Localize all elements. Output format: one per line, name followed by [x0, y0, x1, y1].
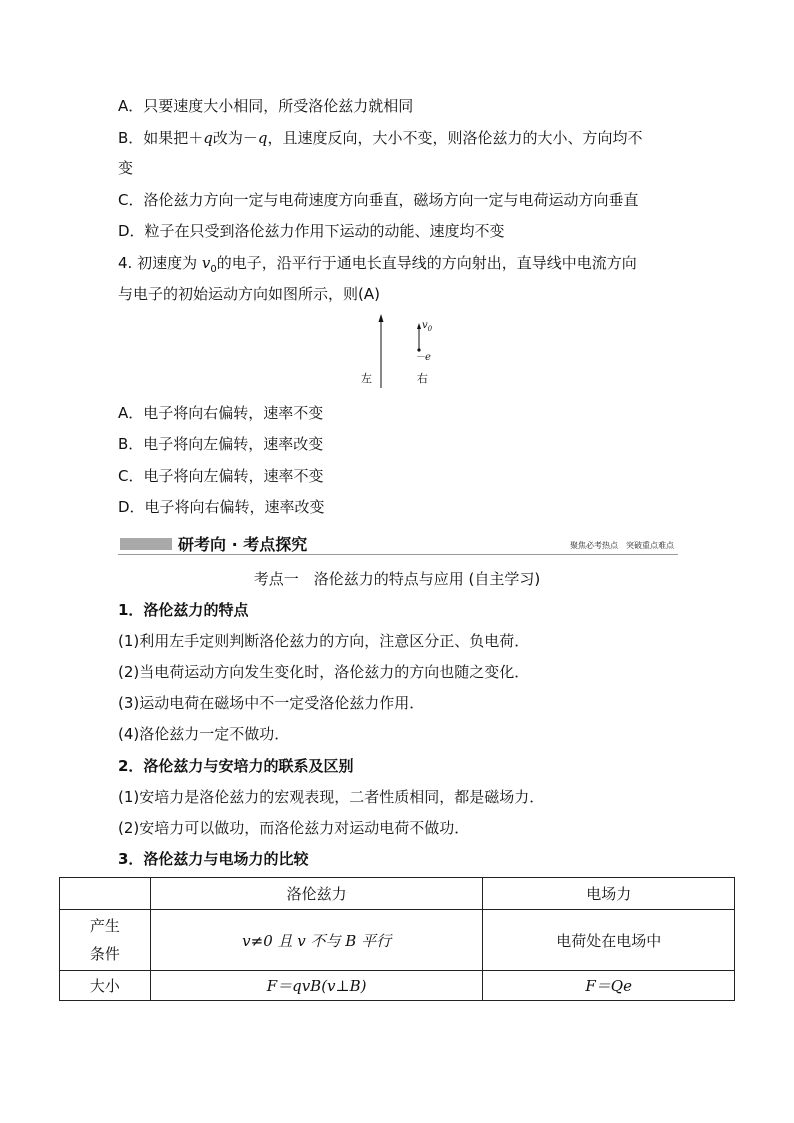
table-row-label — [60, 910, 151, 971]
q3-option-a: A．只要速度大小相同，所受洛伦兹力就相同 — [118, 97, 414, 115]
comparison-table — [59, 877, 735, 1001]
q3-option-b-q1: q — [203, 129, 213, 147]
banner-bar — [120, 538, 172, 550]
q4-v0-subscript: 0 — [210, 264, 217, 275]
section-side-note: 聚焦必考热点 突破重点难点 — [570, 541, 674, 550]
table-row — [60, 971, 735, 1001]
q3-option-b-text-2: 改为－ — [212, 129, 258, 147]
q3-option-b-text-3: ，且速度反向，大小不变，则洛伦兹力的大小、方向均不 — [267, 129, 643, 147]
point1-heading: 1．洛伦兹力的特点 — [118, 601, 249, 619]
v0-label-v: v — [422, 320, 428, 331]
point1-item-2: (2)当电荷运动方向发生变化时，洛伦兹力的方向也随之变化． — [118, 663, 530, 681]
q4-stem-text-1: 4. 初速度为 — [118, 254, 202, 272]
current-arrow-icon — [379, 314, 384, 322]
table-header-cell: 电场力 — [483, 878, 735, 910]
table-cell: F＝qvB(v⊥B) — [150, 971, 483, 1001]
point1-item-4: (4)洛伦兹力一定不做功． — [118, 725, 290, 743]
velocity-arrow-icon — [417, 323, 421, 329]
table-cell: v≠0 且 v 不与 B 平行 — [150, 910, 483, 971]
table-row — [60, 910, 735, 971]
point3-heading: 3．洛伦兹力与电场力的比较 — [118, 850, 309, 868]
kaodian-heading: 考点一 洛伦兹力的特点与应用 (自主学习) — [253, 570, 541, 588]
table-header-cell — [60, 878, 151, 910]
section-banner — [118, 532, 678, 555]
q4-stem-text-2: 的电子，沿平行于通电长直导线的方向射出，直导线中电流方向 — [216, 254, 637, 272]
q3-option-b — [118, 128, 643, 148]
q4-option-b: B．电子将向左偏转，速率改变 — [118, 435, 324, 453]
section-title: 研考向 · 考点探究 — [178, 535, 308, 554]
q3-option-d: D．粒子在只受到洛伦兹力作用下运动的动能、速度均不变 — [118, 222, 505, 240]
v0-label-sub: 0 — [427, 325, 433, 333]
point2-item-1: (1)安培力是洛伦兹力的宏观表现，二者性质相同，都是磁场力． — [118, 788, 545, 806]
v0-label — [422, 320, 432, 333]
q3-option-b-q2: q — [257, 129, 268, 147]
left-label: 左 — [361, 372, 372, 385]
table-row-label: 大小 — [60, 971, 151, 1001]
point1-item-1: (1)利用左手定则判断洛伦兹力的方向，注意区分正、负电荷． — [118, 632, 530, 650]
table-header-cell: 洛伦兹力 — [150, 878, 483, 910]
electron-label: －e — [415, 352, 431, 363]
row-label-line-1: 产生 — [89, 917, 120, 935]
q3-option-b-continued: 变 — [118, 159, 134, 177]
q4-option-d: D．电子将向右偏转，速率改变 — [118, 498, 325, 516]
table-cell: F＝Qe — [483, 971, 735, 1001]
q4-option-a: A．电子将向右偏转，速率不变 — [118, 404, 324, 422]
point2-heading: 2．洛伦兹力与安培力的联系及区别 — [118, 757, 354, 775]
q4-option-c: C．电子将向左偏转，速率不变 — [118, 467, 324, 485]
point1-item-3: (3)运动电荷在磁场中不一定受洛伦兹力作用． — [118, 694, 425, 712]
point2-item-2: (2)安培力可以做功，而洛伦兹力对运动电荷不做功． — [118, 819, 470, 837]
q4-v0-symbol: v — [201, 254, 211, 272]
row-label-line-2: 条件 — [89, 945, 120, 963]
q3-option-c: C．洛伦兹力方向一定与电荷速度方向垂直，磁场方向一定与电荷运动方向垂直 — [118, 191, 639, 209]
q4-stem-line-2: 与电子的初始运动方向如图所示，则(A) — [118, 285, 380, 303]
wire-electron-figure — [355, 312, 445, 390]
table-cell: 电荷处在电场中 — [483, 910, 735, 971]
q3-option-b-text-1: B．如果把＋ — [118, 129, 204, 147]
right-label: 右 — [417, 372, 428, 385]
table-header-row — [60, 878, 735, 910]
q4-stem-line-1 — [118, 253, 637, 280]
